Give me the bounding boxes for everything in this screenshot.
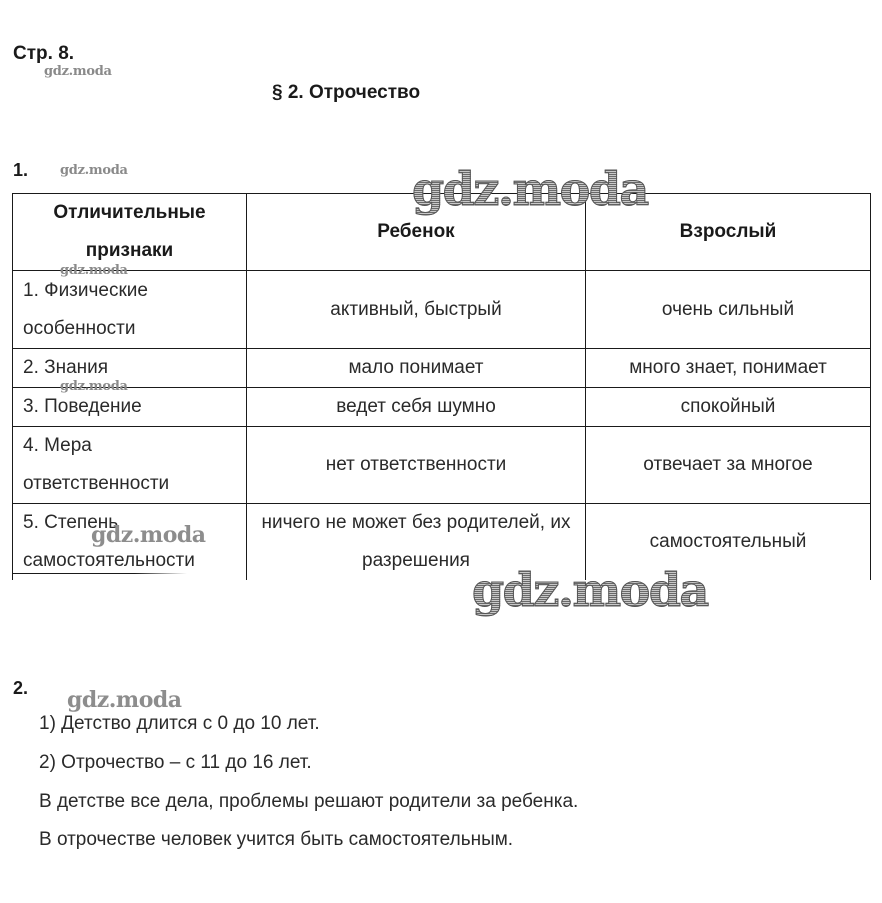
child-cell: мало понимает (247, 349, 586, 388)
table-bottom-border (12, 573, 187, 574)
adult-cell: очень сильный (586, 271, 871, 349)
watermark: gdz.moda (67, 687, 182, 713)
table-row (13, 271, 871, 349)
watermark: gdz.moda (44, 64, 112, 79)
watermark-large: gdz.moda (472, 563, 708, 617)
watermark-large: gdz.moda (412, 162, 648, 216)
page-label: Стр. 8. (13, 43, 75, 64)
feature-cell: 3. Поведение (13, 388, 247, 427)
child-cell: нет ответственности (247, 427, 586, 504)
watermark: gdz.moda (60, 379, 128, 394)
feature-cell: 5. Степень самостоятельности (13, 504, 247, 581)
child-cell: ведет себя шумно (247, 388, 586, 427)
feature-cell: 2. Знания (13, 349, 247, 388)
header-adult: Взрослый (586, 194, 871, 271)
table-row (13, 388, 871, 427)
answer-line: В детстве все дела, проблемы решают родители за ребенка. (39, 791, 579, 812)
feature-cell: 4. Мера ответственности (13, 427, 247, 504)
header-child: Ребенок (247, 194, 586, 271)
watermark: gdz.moda (91, 522, 206, 548)
adult-cell: спокойный (586, 388, 871, 427)
adult-cell: самостоятельный (586, 504, 871, 581)
answer-line: В отрочестве человек учится быть самостоятельным. (39, 829, 514, 850)
answer-line: 2) Отрочество – с 11 до 16 лет. (39, 752, 312, 773)
header-features: Отличительные признаки (13, 194, 247, 271)
table-row (13, 427, 871, 504)
child-cell: ничего не может без родителей, их разрешения (247, 504, 586, 581)
table-row (13, 349, 871, 388)
feature-cell: 1. Физические особенности (13, 271, 247, 349)
watermark: gdz.moda (60, 163, 128, 178)
watermark: gdz.moda (60, 263, 128, 278)
section-title: § 2. Отрочество (272, 82, 421, 103)
adult-cell: много знает, понимает (586, 349, 871, 388)
adult-cell: отвечает за многое (586, 427, 871, 504)
task-1-number: 1. (13, 160, 29, 180)
task-2-number: 2. (13, 678, 29, 698)
child-cell: активный, быстрый (247, 271, 586, 349)
answer-line: 1) Детство длится с 0 до 10 лет. (39, 713, 320, 734)
